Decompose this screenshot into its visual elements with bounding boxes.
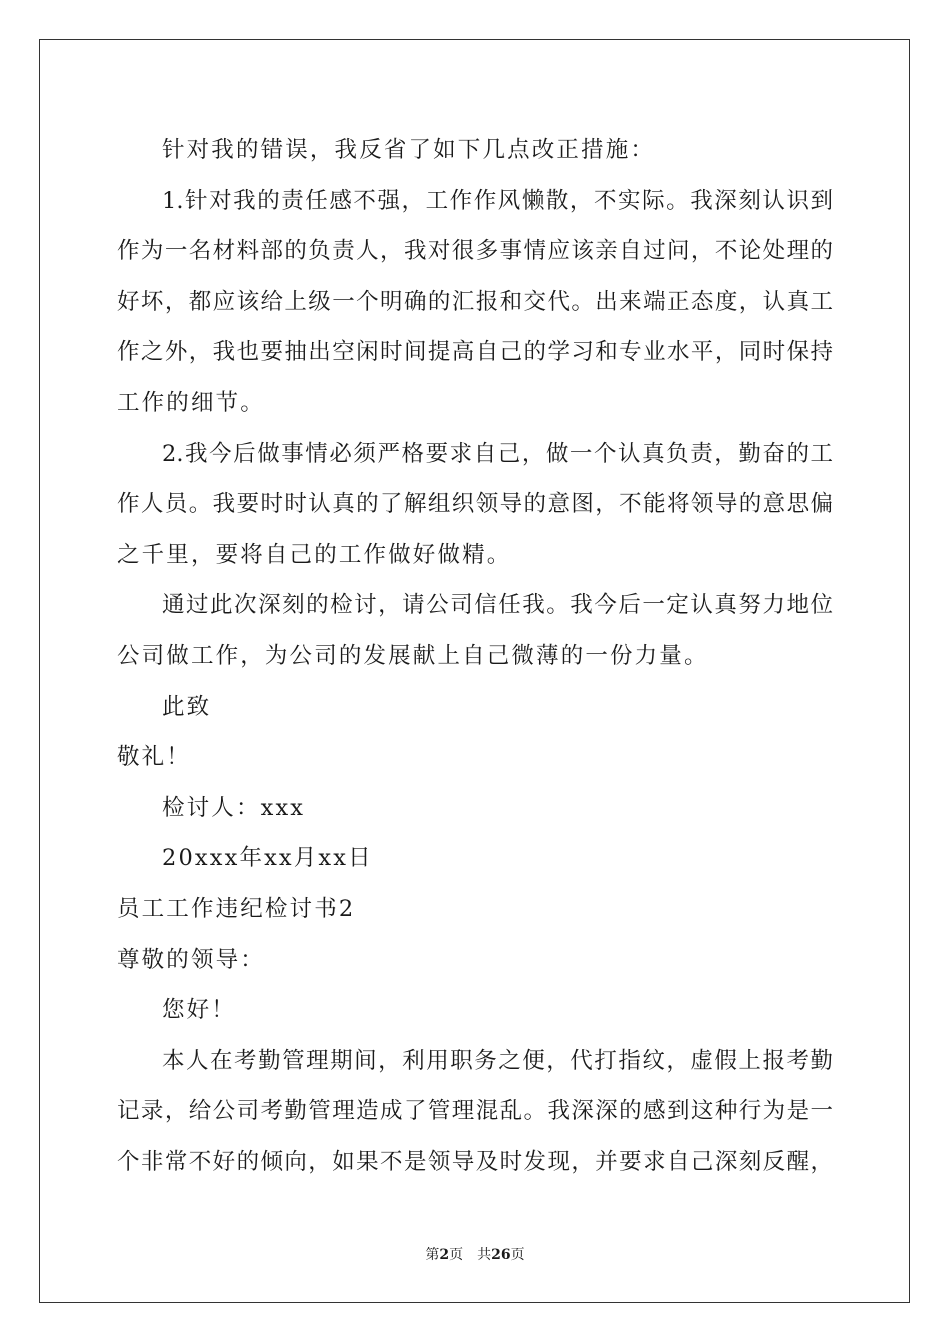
page-prefix: 第 <box>425 1247 440 1263</box>
paragraph-line: 针对我的错误，我反省了如下几点改正措施： <box>162 137 656 163</box>
paragraph-line: 本人在考勤管理期间，利用职务之便，代打指纹，虚假上报考勤 <box>162 1047 833 1074</box>
signature-line: 检讨人：xxx <box>162 794 306 821</box>
paragraph-line: 好坏，都应该给上级一个明确的汇报和交代。出来端正态度，认真工 <box>117 288 833 315</box>
paragraph-line: 记录，给公司考勤管理造成了管理混乱。我深深的感到这种行为是一 <box>117 1098 833 1125</box>
paragraph-line: 通过此次深刻的检讨，请公司信任我。我今后一定认真努力地位 <box>162 592 833 619</box>
total-prefix: 共 <box>477 1247 492 1263</box>
paragraph-line: 公司做工作，为公司的发展献上自己微薄的一份力量。 <box>117 642 709 669</box>
page-current: 2 <box>439 1247 450 1263</box>
page-total: 26 <box>491 1247 511 1263</box>
page-footer <box>0 1244 950 1264</box>
closing-salutation: 此致 <box>162 693 212 720</box>
paragraph-line: 1.针对我的责任感不强，工作作风懒散，不实际。我深刻认识到 <box>162 187 833 214</box>
greeting-hello: 您好！ <box>162 997 236 1024</box>
document-body <box>117 125 833 1187</box>
greeting: 尊敬的领导： <box>117 946 265 973</box>
paragraph-line: 作之外，我也要抽出空闲时间提高自己的学习和专业水平，同时保持 <box>117 339 833 366</box>
paragraph-line: 个非常不好的倾向，如果不是领导及时发现，并要求自己深刻反醒， <box>117 1148 833 1175</box>
paragraph-line: 作为一名材料部的负责人，我对很多事情应该亲自过问，不论处理的 <box>117 238 833 265</box>
paragraph-line: 工作的细节。 <box>117 389 265 416</box>
total-suffix: 页 <box>510 1247 525 1263</box>
section-title: 员工工作违纪检讨书2 <box>117 895 356 922</box>
paragraph-line: 2.我今后做事情必须严格要求自己，做一个认真负责，勤奋的工 <box>162 440 833 467</box>
paragraph-line: 作人员。我要时时认真的了解组织领导的意图，不能将领导的意思偏 <box>117 491 833 518</box>
paragraph-line: 之千里，要将自己的工作做好做精。 <box>117 541 512 568</box>
page-suffix: 页 <box>449 1247 464 1263</box>
closing-regards: 敬礼！ <box>117 744 191 771</box>
date-line: 20xxx年xx月xx日 <box>162 845 373 872</box>
